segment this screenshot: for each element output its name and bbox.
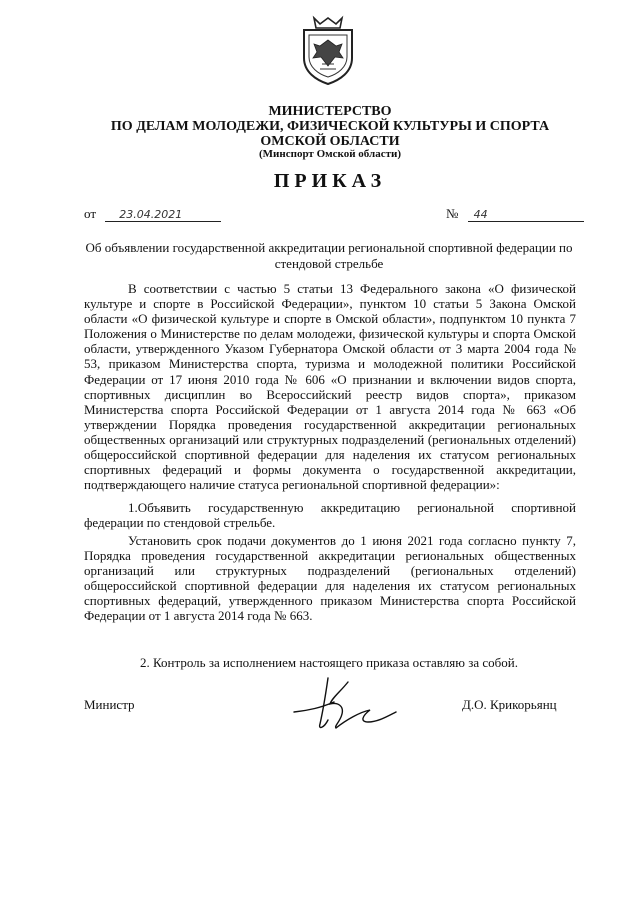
ministry-region: ОМСКОЙ ОБЛАСТИ	[260, 134, 400, 149]
ministry-short-name: (Минспорт Омской области)	[259, 148, 401, 160]
order-subject: Об объявлении государственной аккредитации региональной спортивной федерации по стендовой стрельбе	[85, 240, 573, 271]
ministry-name: ПО ДЕЛАМ МОЛОДЕЖИ, ФИЗИЧЕСКОЙ КУЛЬТУРЫ И СПОРТА	[110, 119, 550, 134]
signatory-name: Д.О. Крикорьянц	[462, 697, 557, 712]
coat-of-arms-icon	[296, 14, 360, 86]
signatory-title: Министр	[84, 697, 135, 712]
date-value: 23.04.2021	[105, 208, 221, 222]
handwritten-signature	[290, 672, 400, 736]
order-date	[84, 206, 221, 222]
order-number	[446, 206, 584, 222]
number-prefix: №	[446, 206, 459, 221]
preamble-paragraph: В соответствии с частью 5 статьи 13 Федерального закона «О физической культуре и спорте в Российской Федерации», пунктом 10 статьи 5 Закона Омской области «О физической культуре и спорте в Омской области», подпунктом 10 пункта 7 Положения о Министерстве по делам молодежи, физической культуры и спорта Омской области, утвержденного Указом Губернатора Омской области от 3 марта 2004 года № 53, приказом Министерства спорта, туризма и молодежной политики Российской Федерации от 17 июня 2010 года № 606 «О признании и включении видов спорта, спортивных дисциплин во Всероссийский реестр видов спорта», приказом Министерства спорта Российской Федерации от 1 августа 2014 года № 663 «Об утверждении Порядка проведения государственной аккредитации региональных общественных организаций или структурных подразделений (региональных отделений) общероссийской спортивной федерации для наделения их статусом региональных спортивных федераций и формы документа о государственной аккредитации, подтверждающего наличие статуса региональной спортивной федерации»:	[84, 281, 576, 493]
item-2-paragraph: 2. Контроль за исполнением настоящего приказа оставляю за собой.	[140, 655, 518, 670]
order-title: ПРИКАЗ	[273, 170, 387, 192]
deadline-paragraph: Установить срок подачи документов до 1 июня 2021 года согласно пункту 7, Порядка проведения государственной аккредитации региональных общественных организаций или структурных подразделений (региональных отделений) общероссийской спортивной федерации для наделения их статусом региональных спортивных федераций, утвержденного приказом Министерства спорта Российской Федерации от 1 августа 2014 года № 663.	[84, 532, 576, 623]
item-1-paragraph: 1.Объявить государственную аккредитацию региональной спортивной федерации по стендовой стрельбе.	[84, 500, 576, 531]
order-body	[84, 281, 576, 623]
ministry-title: МИНИСТЕРСТВО	[268, 104, 392, 119]
number-value: 44	[468, 208, 584, 222]
date-prefix: от	[84, 206, 97, 221]
